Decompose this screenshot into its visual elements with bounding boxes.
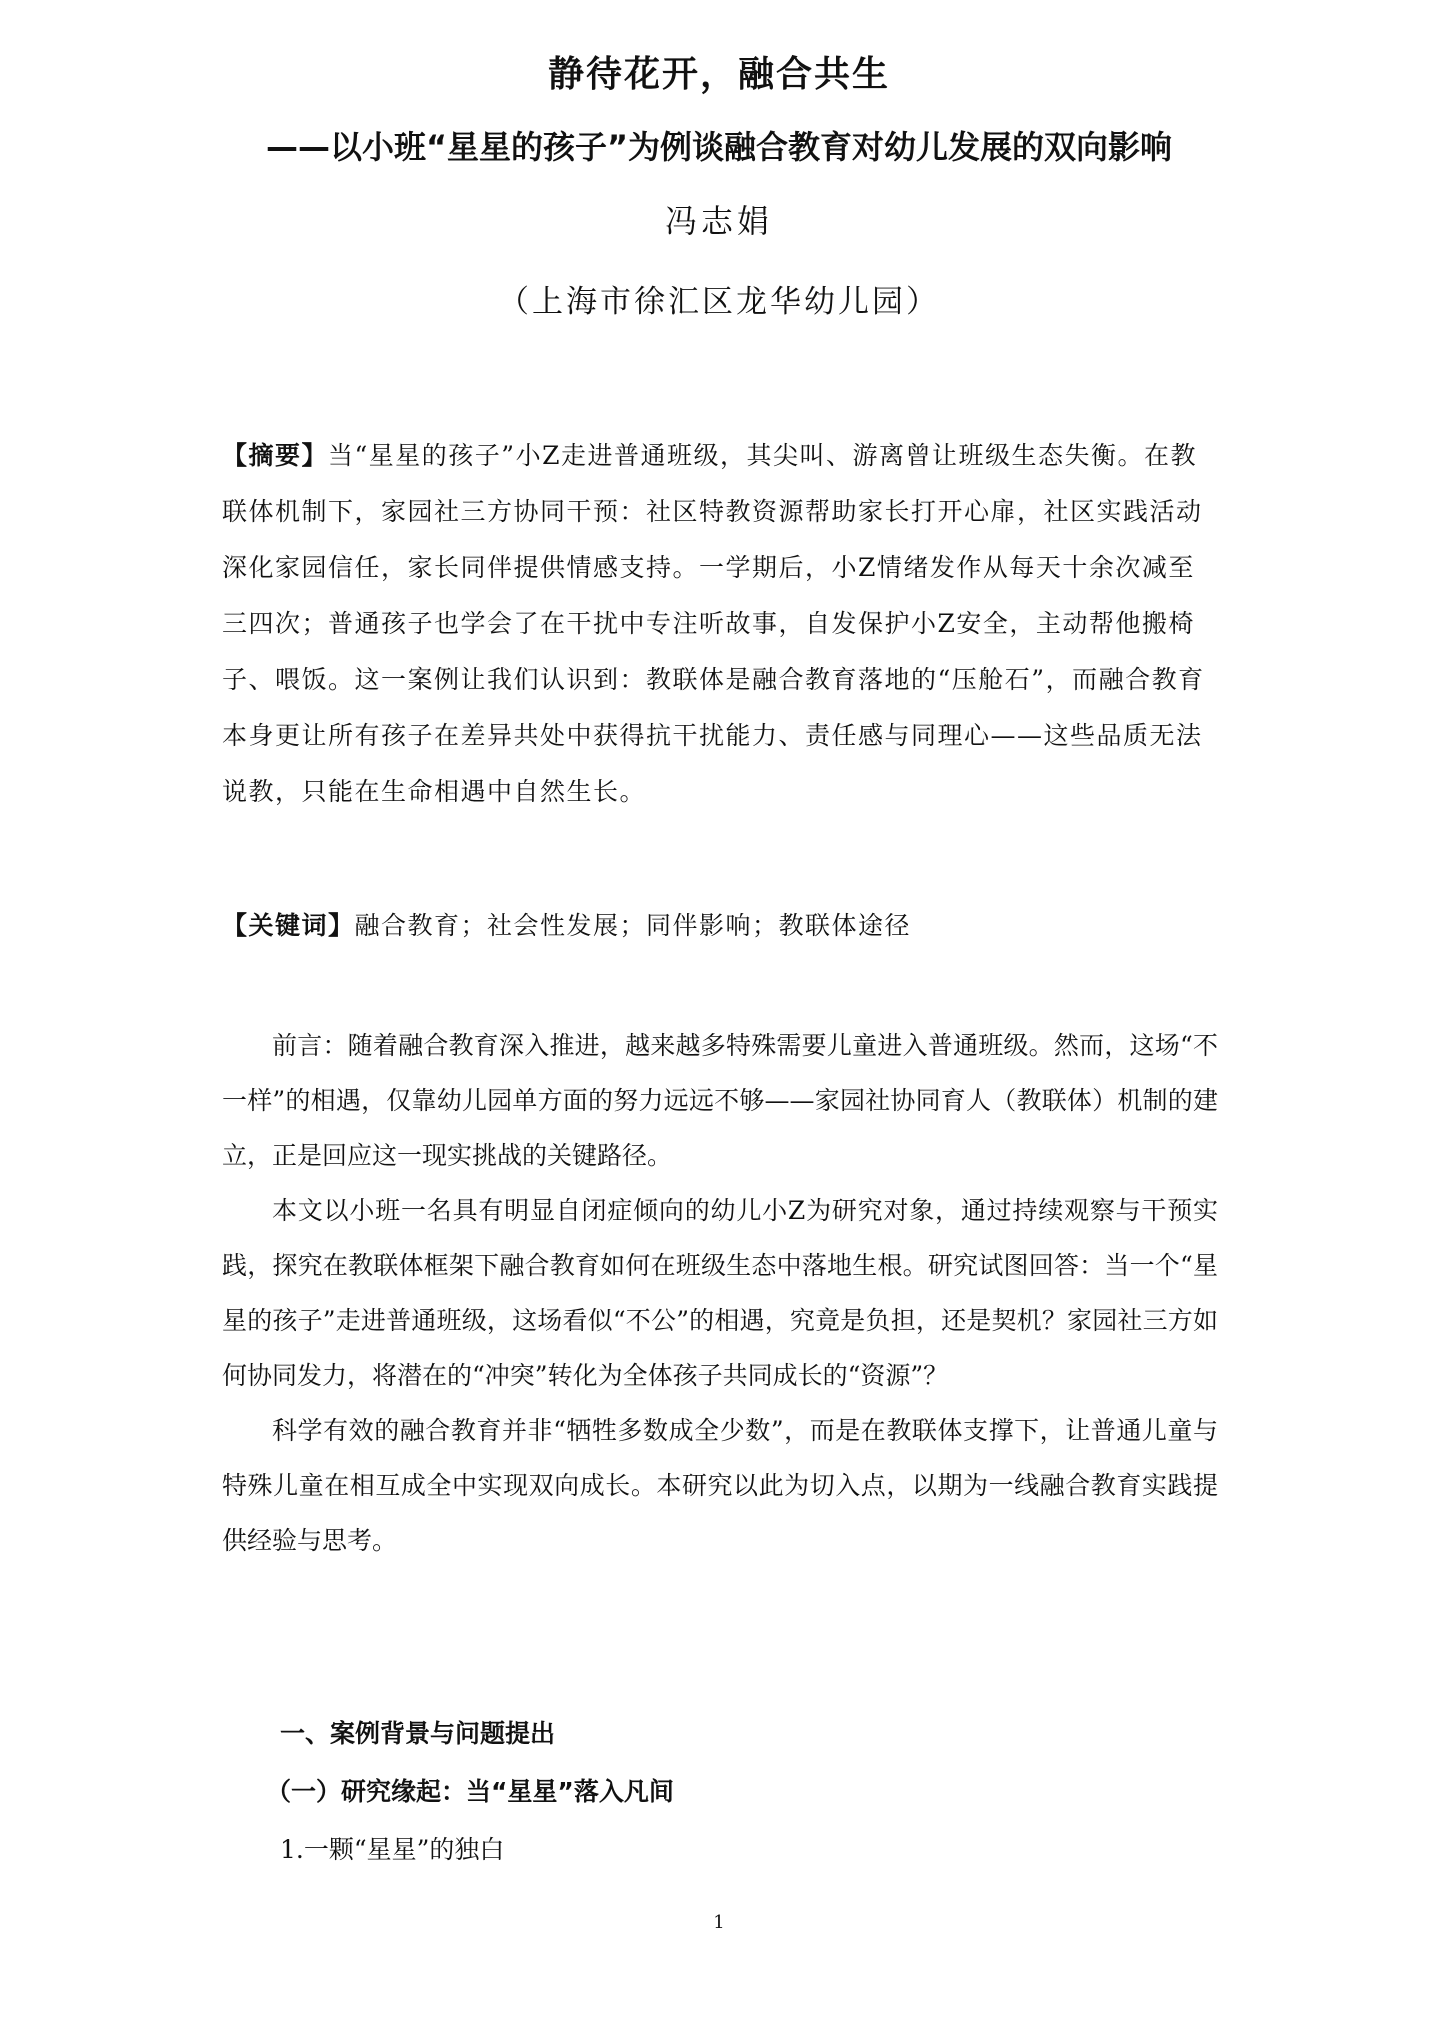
- paper-subtitle: ——以小班“星星的孩子”为例谈融合教育对幼儿发展的双向影响: [265, 128, 1173, 166]
- abstract: [222, 428, 1218, 820]
- abstract-label: 【摘要】: [222, 441, 329, 470]
- body-text: [222, 1018, 1218, 1568]
- author-name: 冯志娟: [664, 202, 773, 240]
- section-heading-1: 一、案例背景与问题提出: [280, 1719, 556, 1748]
- abstract-text: 当“星星的孩子”小Z走进普通班级，其尖叫、游离曾让班级生态失衡。在教联体机制下，家园社三方协同干预：社区特教资源帮助家长打开心扉，社区实践活动深化家园信任，家长同伴提供情感支持。一学期后，小Z情绪发作从每天十余次减至三四次；普通孩子也学会了在干扰中专注听故事，自发保护小Z安全，主动帮他搬椅子、喂饭。这一案例让我们认识到：教联体是融合教育落地的“压舱石”，而融合教育本身更让所有孩子在差异共处中获得抗干扰能力、责任感与同理心——这些品质无法说教，只能在生命相遇中自然生长。: [222, 441, 1205, 806]
- paper-title: 静待花开，融合共生: [547, 54, 890, 95]
- paragraph-research-aim: 本文以小班一名具有明显自闭症倾向的幼儿小Z为研究对象，通过持续观察与干预实践，探究在教联体框架下融合教育如何在班级生态中落地生根。研究试图回答：当一个“星星的孩子”走进普通班级，这场看似“不公”的相遇，究竟是负担，还是契机？家园社三方如何协同发力，将潜在的“冲突”转化为全体孩子共同成长的“资源”？: [222, 1196, 1218, 1390]
- paragraph-preface: 前言：随着融合教育深入推进，越来越多特殊需要儿童进入普通班级。然而，这场“不一样”的相遇，仅靠幼儿园单方面的努力远远不够——家园社协同育人（教联体）机制的建立，正是回应这一现实挑战的关键路径。: [222, 1031, 1218, 1170]
- keywords-text: 融合教育；社会性发展；同伴影响；教联体途径: [354, 911, 912, 940]
- subsection-heading-1-1: （一）研究缘起：当“星星”落入凡间: [266, 1777, 674, 1806]
- keywords-label: 【关键词】: [222, 911, 355, 940]
- subsubsection-heading-1-1-1: 1.一颗“星星”的独白: [280, 1835, 505, 1864]
- page-number: 1: [713, 1912, 725, 1933]
- keywords: [222, 898, 1218, 954]
- author-affiliation: （上海市徐汇区龙华幼儿园）: [498, 284, 940, 320]
- paragraph-research-value: 科学有效的融合教育并非“牺牲多数成全少数”，而是在教联体支撑下，让普通儿童与特殊儿童在相互成全中实现双向成长。本研究以此为切入点，以期为一线融合教育实践提供经验与思考。: [222, 1416, 1218, 1555]
